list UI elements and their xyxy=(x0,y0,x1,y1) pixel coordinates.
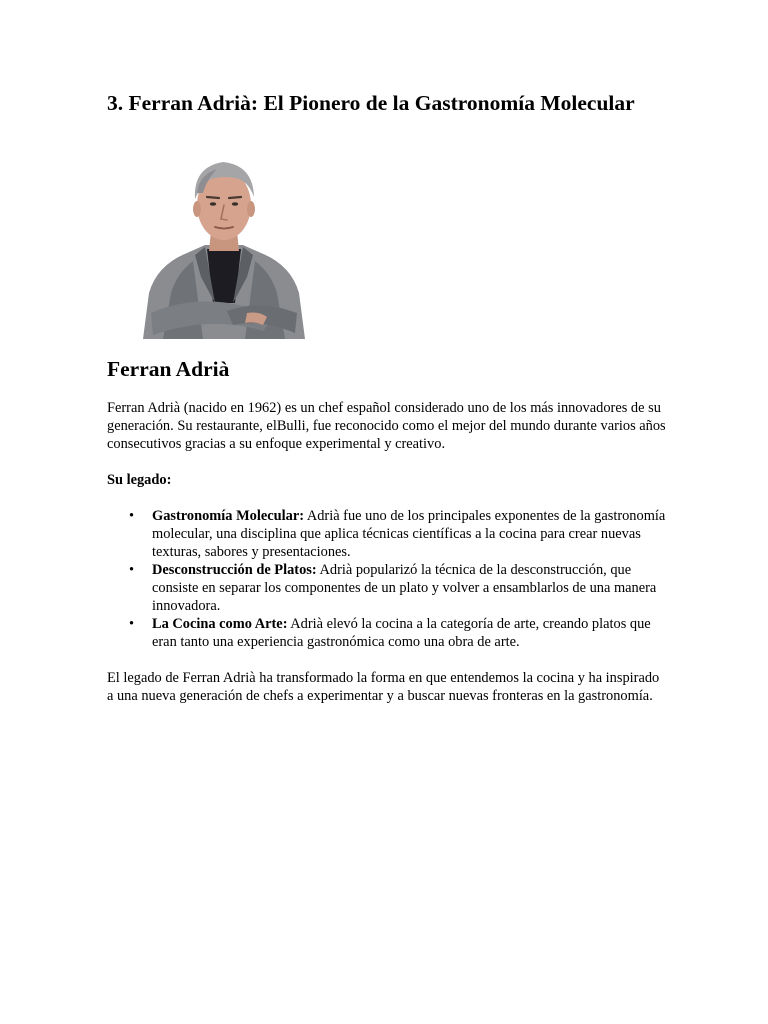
person-name-heading: Ferran Adrià xyxy=(107,357,230,381)
section-title: 3. Ferran Adrià: El Pionero de la Gastronomía Molecular xyxy=(107,91,635,115)
legacy-item xyxy=(129,507,667,561)
legacy-item xyxy=(129,561,667,615)
legacy-item-text: Adrià popularizó la técnica de la desconstrucción, que consiste en separar los componentes de un plato y volver a ensamblarlos de una manera innovadora. xyxy=(152,562,657,614)
bullet-icon: • xyxy=(129,616,135,632)
legacy-item xyxy=(129,615,667,651)
legacy-item-term: Desconstrucción de Platos: xyxy=(152,562,317,578)
bio-paragraph: Ferran Adrià (nacido en 1962) es un chef español considerado uno de los más innovadores de su generación. Su restaurante, elBulli, fue reconocido como el mejor del mundo durante varios años consecutivos gracias a su enfoque experimental y creativo. xyxy=(107,400,666,452)
legacy-item-text: Adrià fue uno de los principales exponentes de la gastronomía molecular, una disciplina que aplica técnicas científicas a la cocina para crear nuevas texturas, sabores y presentaciones. xyxy=(152,508,666,560)
legacy-item-term: Gastronomía Molecular: xyxy=(152,508,305,524)
legacy-list xyxy=(107,507,667,651)
document-page xyxy=(107,90,667,705)
legacy-heading: Su legado: xyxy=(107,472,172,488)
closing-paragraph: El legado de Ferran Adrià ha transformado la forma en que entendemos la cocina y ha inspirado a una nueva generación de chefs a experimentar y a buscar nuevas fronteras en la gastronomía. xyxy=(107,670,660,704)
legacy-item-text: Adrià elevó la cocina a la categoría de arte, creando platos que eran tanto una experiencia gastronómica como una obra de arte. xyxy=(152,616,651,650)
bullet-icon: • xyxy=(129,508,135,524)
ferran-adria-portrait xyxy=(143,153,305,339)
bullet-icon: • xyxy=(129,562,135,578)
legacy-item-term: La Cocina como Arte: xyxy=(152,616,288,632)
